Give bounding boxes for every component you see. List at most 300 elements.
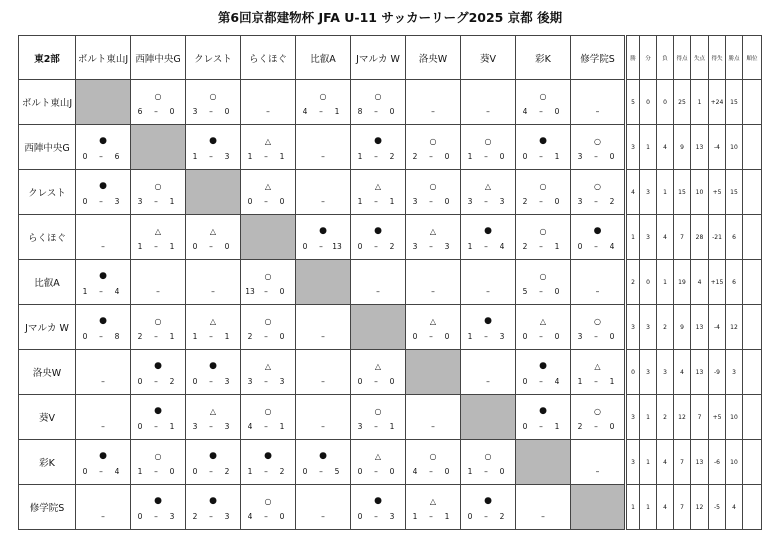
loss-mark-icon: ● xyxy=(154,406,162,416)
score-separator: – xyxy=(484,242,488,251)
stat-value: 3 xyxy=(640,350,657,395)
table-body xyxy=(19,80,762,530)
stat-value: 13 xyxy=(691,305,709,350)
no-result-dash: – xyxy=(101,512,105,521)
score-for: 4 xyxy=(247,512,253,521)
draw-mark-icon: △ xyxy=(374,362,382,371)
score-against: 2 xyxy=(389,242,395,251)
match-result-cell xyxy=(241,170,296,215)
score-against: 3 xyxy=(114,197,120,206)
score-against: 5 xyxy=(334,467,340,476)
score-against: 0 xyxy=(499,152,505,161)
score-separator: – xyxy=(539,422,543,431)
win-mark-icon: ○ xyxy=(264,317,272,326)
score-against: 8 xyxy=(114,332,120,341)
score-for: 0 xyxy=(522,377,528,386)
team-column-header: 彩K xyxy=(516,36,571,80)
score-against: 1 xyxy=(279,422,285,431)
score-separator: – xyxy=(209,377,213,386)
score-against: 2 xyxy=(169,377,175,386)
stat-value: 2 xyxy=(626,260,640,305)
win-mark-icon: ○ xyxy=(374,407,382,416)
match-result-cell xyxy=(571,305,626,350)
score-against: 0 xyxy=(169,467,175,476)
stat-column-header: 分 xyxy=(640,36,657,80)
stat-value: 1 xyxy=(626,485,640,530)
no-result-dash: – xyxy=(486,287,490,296)
match-result-cell xyxy=(131,485,186,530)
score-separator: – xyxy=(429,512,433,521)
match-result-cell xyxy=(406,170,461,215)
stat-value: 1 xyxy=(640,485,657,530)
loss-mark-icon: ● xyxy=(374,136,382,146)
stat-value: 19 xyxy=(674,260,691,305)
match-result-cell xyxy=(571,440,626,485)
loss-mark-icon: ● xyxy=(319,226,327,236)
team-row-header: 洛央W xyxy=(19,350,76,395)
score-separator: – xyxy=(99,467,103,476)
score-separator: – xyxy=(374,107,378,116)
score-against: 1 xyxy=(334,107,340,116)
score-for: 4 xyxy=(412,467,418,476)
score-against: 3 xyxy=(499,197,505,206)
score-for: 0 xyxy=(357,242,363,251)
self-match-cell xyxy=(296,260,351,305)
loss-mark-icon: ● xyxy=(99,271,107,281)
score-for: 1 xyxy=(192,152,198,161)
score-for: 0 xyxy=(137,422,143,431)
match-result-cell xyxy=(76,215,131,260)
score-for: 1 xyxy=(137,467,143,476)
match-result-cell xyxy=(131,215,186,260)
score-separator: – xyxy=(374,467,378,476)
stat-value: 4 xyxy=(657,440,674,485)
stat-value: 0 xyxy=(640,80,657,125)
no-result-dash: – xyxy=(376,287,380,296)
table-row xyxy=(19,125,762,170)
loss-mark-icon: ● xyxy=(374,226,382,236)
win-mark-icon: ○ xyxy=(594,317,601,326)
score-against: 3 xyxy=(224,512,230,521)
match-result-cell xyxy=(406,305,461,350)
match-result-cell xyxy=(571,395,626,440)
no-result-dash: – xyxy=(321,512,325,521)
stat-column-header: 勝 xyxy=(626,36,640,80)
score-separator: – xyxy=(264,512,268,521)
score-separator: – xyxy=(319,107,323,116)
stat-value xyxy=(743,485,762,530)
stat-value: 3 xyxy=(626,125,640,170)
score-separator: – xyxy=(429,242,433,251)
match-result-cell xyxy=(131,170,186,215)
stat-value: +5 xyxy=(709,170,726,215)
score-for: 3 xyxy=(577,152,583,161)
match-result-cell xyxy=(296,80,351,125)
score-for: 0 xyxy=(577,242,583,251)
score-separator: – xyxy=(154,107,158,116)
score-against: 0 xyxy=(554,332,560,341)
draw-mark-icon: △ xyxy=(264,182,272,191)
no-result-dash: – xyxy=(156,287,160,296)
stat-value xyxy=(743,305,762,350)
loss-mark-icon: ● xyxy=(374,496,382,506)
stat-value: 25 xyxy=(674,80,691,125)
loss-mark-icon: ● xyxy=(154,496,162,506)
score-for: 4 xyxy=(522,107,528,116)
draw-mark-icon: △ xyxy=(429,317,437,326)
win-mark-icon: ○ xyxy=(539,227,547,236)
self-match-cell xyxy=(571,485,626,530)
no-result-dash: – xyxy=(431,422,435,431)
score-against: 1 xyxy=(169,197,175,206)
match-result-cell xyxy=(461,350,516,395)
score-separator: – xyxy=(99,287,103,296)
score-for: 3 xyxy=(357,422,363,431)
table-row xyxy=(19,215,762,260)
match-result-cell xyxy=(571,215,626,260)
match-result-cell xyxy=(516,80,571,125)
score-for: 1 xyxy=(467,467,473,476)
stat-value: 3 xyxy=(626,305,640,350)
score-for: 1 xyxy=(357,197,363,206)
stat-value: 7 xyxy=(674,440,691,485)
score-separator: – xyxy=(264,377,268,386)
score-against: 0 xyxy=(554,197,560,206)
stat-column-header: 失点 xyxy=(691,36,709,80)
match-result-cell xyxy=(296,125,351,170)
match-result-cell xyxy=(461,440,516,485)
score-for: 0 xyxy=(82,467,88,476)
stat-value: +15 xyxy=(709,260,726,305)
match-result-cell xyxy=(571,260,626,305)
win-mark-icon: ○ xyxy=(264,272,272,281)
score-for: 0 xyxy=(247,197,253,206)
score-for: 1 xyxy=(412,512,418,521)
score-for: 0 xyxy=(302,467,308,476)
match-result-cell xyxy=(76,395,131,440)
score-against: 0 xyxy=(609,422,615,431)
stat-value: 13 xyxy=(691,440,709,485)
stat-value: -4 xyxy=(709,125,726,170)
score-separator: – xyxy=(264,152,268,161)
loss-mark-icon: ● xyxy=(209,451,217,461)
score-for: 3 xyxy=(412,242,418,251)
score-separator: – xyxy=(154,242,158,251)
match-result-cell xyxy=(461,260,516,305)
no-result-dash: – xyxy=(321,422,325,431)
score-for: 8 xyxy=(357,107,363,116)
score-separator: – xyxy=(154,422,158,431)
match-result-cell xyxy=(76,170,131,215)
match-result-cell xyxy=(461,80,516,125)
stat-value xyxy=(743,125,762,170)
stat-value: 4 xyxy=(674,350,691,395)
loss-mark-icon: ● xyxy=(209,496,217,506)
score-separator: – xyxy=(209,512,213,521)
loss-mark-icon: ● xyxy=(99,316,107,326)
stat-value: 7 xyxy=(674,485,691,530)
team-column-header: 修学院S xyxy=(571,36,626,80)
score-separator: – xyxy=(374,242,378,251)
score-for: 3 xyxy=(412,197,418,206)
stat-column-header: 勝点 xyxy=(726,36,743,80)
score-for: 0 xyxy=(82,197,88,206)
match-result-cell xyxy=(296,395,351,440)
table-row xyxy=(19,350,762,395)
self-match-cell xyxy=(351,305,406,350)
score-for: 0 xyxy=(412,332,418,341)
score-for: 1 xyxy=(467,332,473,341)
match-result-cell xyxy=(241,305,296,350)
self-match-cell xyxy=(516,440,571,485)
team-column-header: らくほぐ xyxy=(241,36,296,80)
self-match-cell xyxy=(241,215,296,260)
score-separator: – xyxy=(154,197,158,206)
score-against: 1 xyxy=(444,512,450,521)
team-row-header: 修学院S xyxy=(19,485,76,530)
stat-value: 3 xyxy=(626,440,640,485)
stat-value: 10 xyxy=(726,395,743,440)
score-separator: – xyxy=(594,197,598,206)
score-separator: – xyxy=(594,242,598,251)
score-against: 4 xyxy=(114,287,120,296)
match-result-cell xyxy=(241,350,296,395)
draw-mark-icon: △ xyxy=(484,182,492,191)
match-result-cell xyxy=(516,215,571,260)
match-result-cell xyxy=(516,350,571,395)
stat-value: -6 xyxy=(709,440,726,485)
score-for: 3 xyxy=(192,107,198,116)
stat-value: 10 xyxy=(691,170,709,215)
score-for: 4 xyxy=(247,422,253,431)
stat-value: 4 xyxy=(657,125,674,170)
score-for: 1 xyxy=(137,242,143,251)
match-result-cell xyxy=(351,80,406,125)
no-result-dash: – xyxy=(486,107,490,116)
table-row xyxy=(19,395,762,440)
score-for: 0 xyxy=(357,467,363,476)
stat-value: 9 xyxy=(674,305,691,350)
win-mark-icon: ○ xyxy=(319,92,327,101)
score-against: 0 xyxy=(554,107,560,116)
score-for: 2 xyxy=(137,332,143,341)
score-separator: – xyxy=(319,242,323,251)
stat-value: 1 xyxy=(640,440,657,485)
score-against: 2 xyxy=(279,467,285,476)
loss-mark-icon: ● xyxy=(99,136,107,146)
stat-value: 0 xyxy=(626,350,640,395)
score-separator: – xyxy=(484,152,488,161)
match-result-cell xyxy=(241,395,296,440)
score-for: 3 xyxy=(247,377,253,386)
score-against: 1 xyxy=(279,152,285,161)
stat-value: 12 xyxy=(726,305,743,350)
score-for: 1 xyxy=(247,467,253,476)
draw-mark-icon: △ xyxy=(539,317,547,326)
stat-value: 1 xyxy=(691,80,709,125)
score-separator: – xyxy=(594,332,598,341)
loss-mark-icon: ● xyxy=(209,136,217,146)
team-row-header: Jマルカ W xyxy=(19,305,76,350)
score-separator: – xyxy=(264,422,268,431)
score-for: 0 xyxy=(522,422,528,431)
table-row xyxy=(19,80,762,125)
score-separator: – xyxy=(594,422,598,431)
match-result-cell xyxy=(131,395,186,440)
score-separator: – xyxy=(99,152,103,161)
match-result-cell xyxy=(186,80,241,125)
stat-value xyxy=(743,80,762,125)
stat-value: 3 xyxy=(640,215,657,260)
score-for: 3 xyxy=(192,422,198,431)
score-for: 1 xyxy=(82,287,88,296)
stat-value: 4 xyxy=(657,215,674,260)
score-for: 2 xyxy=(192,512,198,521)
score-for: 13 xyxy=(245,287,255,296)
score-for: 1 xyxy=(247,152,253,161)
stat-value: 15 xyxy=(726,80,743,125)
win-mark-icon: ○ xyxy=(429,182,437,191)
score-for: 3 xyxy=(577,332,583,341)
score-against: 13 xyxy=(332,242,342,251)
score-against: 3 xyxy=(224,152,230,161)
score-separator: – xyxy=(484,467,488,476)
draw-mark-icon: △ xyxy=(209,407,217,416)
match-result-cell xyxy=(241,440,296,485)
score-separator: – xyxy=(374,197,378,206)
score-for: 0 xyxy=(467,512,473,521)
stat-value xyxy=(743,215,762,260)
loss-mark-icon: ● xyxy=(209,361,217,371)
score-against: 0 xyxy=(609,152,615,161)
score-separator: – xyxy=(484,512,488,521)
match-result-cell xyxy=(186,125,241,170)
no-result-dash: – xyxy=(595,467,600,476)
score-against: 0 xyxy=(279,287,285,296)
match-result-cell xyxy=(571,170,626,215)
score-for: 0 xyxy=(82,152,88,161)
match-result-cell xyxy=(516,485,571,530)
stat-value: 12 xyxy=(691,485,709,530)
no-result-dash: – xyxy=(211,287,215,296)
loss-mark-icon: ● xyxy=(154,361,162,371)
score-against: 0 xyxy=(279,197,285,206)
stat-value: 3 xyxy=(640,170,657,215)
stat-value: 1 xyxy=(640,125,657,170)
stat-value: 0 xyxy=(657,80,674,125)
stat-value: -5 xyxy=(709,485,726,530)
score-against: 6 xyxy=(114,152,120,161)
draw-mark-icon: △ xyxy=(429,227,437,236)
score-for: 0 xyxy=(357,377,363,386)
score-against: 1 xyxy=(169,422,175,431)
score-for: 0 xyxy=(522,332,528,341)
win-mark-icon: ○ xyxy=(264,497,272,506)
score-for: 0 xyxy=(82,332,88,341)
score-for: 0 xyxy=(192,377,198,386)
stat-value: 10 xyxy=(726,125,743,170)
loss-mark-icon: ● xyxy=(99,451,107,461)
stat-value: 15 xyxy=(674,170,691,215)
stat-value: 7 xyxy=(674,215,691,260)
stat-value: 3 xyxy=(726,350,743,395)
stat-value: 1 xyxy=(657,170,674,215)
score-separator: – xyxy=(539,152,543,161)
stat-column-header: 順位 xyxy=(743,36,762,80)
loss-mark-icon: ● xyxy=(539,406,547,416)
no-result-dash: – xyxy=(486,377,490,386)
team-column-header: ボルト東山J xyxy=(76,36,131,80)
score-against: 0 xyxy=(554,287,560,296)
no-result-dash: – xyxy=(321,197,325,206)
score-against: 1 xyxy=(389,422,395,431)
match-result-cell xyxy=(296,305,351,350)
no-result-dash: – xyxy=(431,107,435,116)
match-result-cell xyxy=(76,305,131,350)
league-table xyxy=(18,35,762,530)
win-mark-icon: ○ xyxy=(264,407,272,416)
no-result-dash: – xyxy=(101,242,105,251)
stat-column-header: 得失 xyxy=(709,36,726,80)
stat-value xyxy=(743,170,762,215)
stat-column-header: 得点 xyxy=(674,36,691,80)
draw-mark-icon: △ xyxy=(374,182,382,191)
match-result-cell xyxy=(351,170,406,215)
match-result-cell xyxy=(461,485,516,530)
stat-value: 6 xyxy=(726,260,743,305)
stat-value: 15 xyxy=(726,170,743,215)
self-match-cell xyxy=(131,125,186,170)
stat-value: 1 xyxy=(640,395,657,440)
match-result-cell xyxy=(186,215,241,260)
score-for: 4 xyxy=(302,107,308,116)
win-mark-icon: ○ xyxy=(374,92,382,101)
score-against: 3 xyxy=(224,377,230,386)
match-result-cell xyxy=(351,260,406,305)
score-for: 1 xyxy=(357,152,363,161)
win-mark-icon: ○ xyxy=(154,452,162,461)
score-separator: – xyxy=(154,467,158,476)
match-result-cell xyxy=(186,305,241,350)
score-against: 1 xyxy=(169,332,175,341)
score-separator: – xyxy=(484,197,488,206)
score-against: 3 xyxy=(389,512,395,521)
match-result-cell xyxy=(516,395,571,440)
score-against: 0 xyxy=(279,512,285,521)
score-against: 0 xyxy=(389,107,395,116)
win-mark-icon: ○ xyxy=(594,137,601,146)
stat-value: +24 xyxy=(709,80,726,125)
score-against: 2 xyxy=(224,467,230,476)
no-result-dash: – xyxy=(321,332,325,341)
score-against: 0 xyxy=(444,152,450,161)
team-row-header: 比叡A xyxy=(19,260,76,305)
stat-value: 6 xyxy=(726,215,743,260)
match-result-cell xyxy=(461,170,516,215)
team-column-header: 西陣中央G xyxy=(131,36,186,80)
stat-value: 13 xyxy=(691,125,709,170)
win-mark-icon: ○ xyxy=(484,452,492,461)
stat-column-header: 負 xyxy=(657,36,674,80)
score-against: 4 xyxy=(554,377,560,386)
score-for: 0 xyxy=(192,242,198,251)
match-result-cell xyxy=(516,305,571,350)
score-against: 1 xyxy=(554,242,560,251)
score-for: 2 xyxy=(522,197,528,206)
match-result-cell xyxy=(76,440,131,485)
match-result-cell xyxy=(351,215,406,260)
match-result-cell xyxy=(351,485,406,530)
